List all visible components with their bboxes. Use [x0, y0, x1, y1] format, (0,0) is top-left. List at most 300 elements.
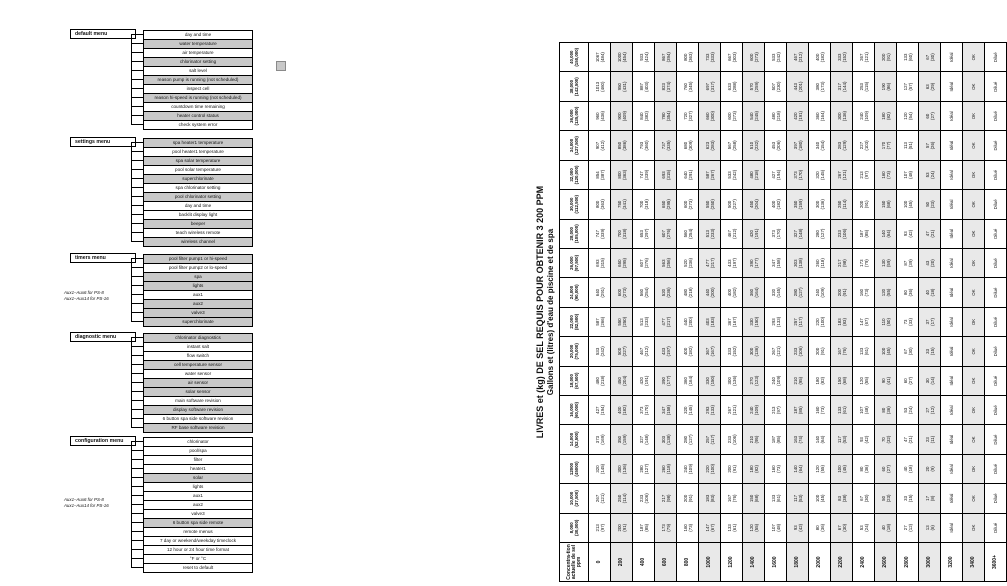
status-cell: Idéal: [941, 395, 963, 424]
status-cell: OK: [963, 248, 985, 277]
pounds-value: 567: [726, 141, 732, 150]
salt-amount-cell: [721, 131, 743, 160]
salt-amount-cell: [743, 101, 765, 130]
salt-amount-cell: [589, 72, 611, 101]
status-cell: Idéal: [941, 278, 963, 307]
kilograms-value: (61): [731, 523, 737, 532]
litres-value: (112,500): [574, 195, 579, 214]
menu-item: spa heater1 temperature: [143, 138, 253, 148]
kilograms-value: (121): [863, 52, 869, 63]
salt-amount-cell: [919, 248, 941, 277]
kilograms-value: (236): [665, 287, 671, 298]
kilograms-value: (460): [599, 81, 605, 92]
pounds-value: 173: [858, 259, 864, 267]
kilograms-value: (273): [753, 52, 759, 63]
salt-amount-cell: [853, 190, 875, 219]
menu-item: heater1: [143, 464, 253, 474]
pounds-value: 17: [924, 495, 930, 501]
pounds-value: 40: [880, 525, 886, 531]
kilograms-value: (250): [709, 199, 715, 210]
salt-amount-cell: [831, 160, 853, 189]
pounds-value: 267: [726, 406, 732, 414]
status-cell: Dilué: [985, 219, 1007, 248]
pounds-value: 33: [924, 348, 930, 354]
salt-amount-cell: [809, 366, 831, 395]
gallons-value: 8,000: [569, 522, 574, 534]
salt-amount-cell: [655, 454, 677, 483]
kilograms-value: (21): [907, 435, 913, 444]
pounds-value: 87: [902, 260, 908, 266]
pounds-value: 367: [726, 318, 732, 326]
menu-branch-line: [131, 178, 143, 179]
pounds-value: 120: [902, 112, 908, 120]
salt-amount-cell: [765, 337, 787, 366]
litres-value: (90,000): [574, 284, 579, 301]
menu-item: chlorinator: [143, 437, 253, 447]
salt-amount-cell: [655, 337, 677, 366]
salt-amount-cell: [721, 101, 743, 130]
salt-amount-cell: [589, 425, 611, 454]
menu-branch-line: [131, 232, 143, 233]
kilograms-value: (27): [929, 112, 935, 121]
pounds-value: 187: [770, 435, 776, 444]
pounds-value: 650: [616, 259, 622, 267]
kilograms-value: (232): [753, 140, 759, 151]
pounds-value: 477: [704, 259, 710, 267]
pounds-value: 400: [616, 406, 622, 414]
menu-item: spa: [143, 272, 253, 282]
pounds-value: 780: [660, 112, 666, 120]
kilograms-value: (233): [709, 228, 715, 239]
pounds-value: 750: [616, 200, 622, 208]
kilograms-value: (291): [599, 287, 605, 298]
menu-branch-line: [131, 409, 143, 410]
ppm-cell: 600: [655, 543, 677, 582]
menu-item: heater control status: [143, 111, 253, 121]
status-cell: Dilué: [985, 425, 1007, 454]
kilograms-value: (267): [709, 169, 715, 181]
salt-table-row: [897, 43, 919, 582]
kilograms-value: (36): [819, 523, 825, 532]
menu-item: solar sensor: [143, 387, 253, 397]
salt-table-row: [655, 43, 677, 582]
salt-amount-cell: [655, 513, 677, 542]
pounds-value: 373: [594, 435, 600, 444]
salt-amount-cell: [831, 425, 853, 454]
kilograms-value: (145): [775, 287, 781, 298]
menu-item: spa chlorinator setting: [143, 183, 253, 193]
litres-value: (97,500): [574, 254, 579, 272]
menu-branch-line: [131, 486, 143, 487]
pounds-value: 440: [704, 288, 710, 297]
kilograms-value: (256): [665, 258, 671, 269]
pounds-value: 70: [880, 437, 886, 443]
menu-connector-line: [131, 142, 132, 241]
salt-table-volume-header: [560, 131, 589, 160]
pounds-value: 747: [594, 230, 600, 238]
pounds-value: 823: [660, 83, 666, 91]
kilograms-value: (121): [841, 169, 847, 181]
salt-amount-cell: [875, 484, 897, 513]
menu-item: RF base software revision: [143, 423, 253, 433]
pounds-value: 220: [814, 318, 820, 326]
pounds-value: 480: [594, 377, 600, 385]
litres-value: (60,000): [574, 402, 579, 419]
menu-item: aux1: [143, 491, 253, 501]
pounds-value: 360: [814, 112, 820, 120]
salt-amount-cell: [809, 425, 831, 454]
salt-table-row: [919, 43, 941, 582]
pounds-value: 83: [836, 495, 842, 501]
kilograms-value: (167): [709, 346, 715, 357]
salt-table-row: [589, 43, 611, 582]
pounds-value: 854: [594, 171, 600, 179]
salt-table-volume-header: [560, 278, 589, 307]
kilograms-value: (97): [599, 523, 605, 532]
salt-amount-cell: [743, 484, 765, 513]
kilograms-value: (91): [731, 465, 737, 473]
kilograms-value: (144): [841, 81, 847, 92]
ppm-cell: 2400: [853, 543, 875, 582]
salt-amount-cell: [677, 43, 699, 73]
ppm-cell: 400: [633, 543, 655, 582]
pounds-value: 140: [880, 230, 886, 238]
salt-amount-cell: [611, 366, 633, 395]
pounds-value: 317: [836, 83, 842, 91]
kilograms-value: (109): [687, 463, 693, 475]
menu-branch-line: [131, 450, 143, 451]
pounds-value: 173: [660, 524, 666, 532]
salt-amount-cell: [853, 101, 875, 130]
kilograms-value: (276): [643, 258, 649, 269]
menu-item: reason pump is running (not scheduled): [143, 75, 253, 85]
salt-amount-cell: [589, 395, 611, 424]
salt-amount-cell: [765, 72, 787, 101]
menu-item: remote menus: [143, 527, 253, 537]
salt-amount-cell: [611, 101, 633, 130]
kilograms-value: (180): [797, 140, 803, 151]
salt-table: [559, 42, 1007, 582]
kilograms-value: (91): [621, 523, 627, 532]
salt-amount-cell: [655, 278, 677, 307]
litres-value: (52,500): [574, 431, 579, 448]
pounds-value: 270: [748, 377, 754, 385]
kilograms-value: (55): [753, 523, 759, 532]
salt-amount-cell: [831, 513, 853, 542]
kilograms-value: (182): [621, 405, 627, 416]
menu-branch-line: [131, 97, 143, 98]
salt-amount-cell: [765, 425, 787, 454]
kilograms-value: (118): [819, 258, 825, 269]
gallons-value: 20,000: [569, 344, 574, 359]
pounds-value: 213: [594, 524, 600, 532]
pounds-value: 697: [704, 83, 710, 91]
pounds-value: 533: [594, 347, 600, 356]
pounds-value: 43: [924, 260, 930, 266]
salt-amount-cell: [677, 72, 699, 101]
menu-group-label: configuration menu: [70, 436, 136, 446]
kilograms-value: (217): [709, 258, 715, 269]
kilograms-value: (158): [775, 258, 781, 269]
kilograms-value: (363): [599, 199, 605, 210]
menu-branch-line: [131, 43, 143, 44]
kilograms-value: (48): [775, 523, 781, 532]
salt-amount-cell: [765, 160, 787, 189]
salt-amount-cell: [633, 101, 655, 130]
pounds-value: 120: [880, 288, 886, 297]
salt-amount-cell: [787, 190, 809, 219]
pounds-value: 53: [924, 172, 930, 178]
salt-table-volume-header: [560, 72, 589, 101]
salt-amount-cell: [655, 43, 677, 73]
kilograms-value: (191): [643, 375, 649, 386]
menu-item: chlorinator diagnostics: [143, 333, 253, 343]
pounds-value: 93: [792, 525, 798, 531]
salt-table-row: [831, 43, 853, 582]
kilograms-value: (54): [907, 112, 913, 121]
salt-amount-cell: [633, 484, 655, 513]
salt-amount-cell: [875, 307, 897, 336]
salt-amount-cell: [655, 131, 677, 160]
salt-table-volume-header: [560, 160, 589, 189]
salt-amount-cell: [875, 43, 897, 73]
salt-amount-cell: [699, 337, 721, 366]
pounds-value: 1067: [594, 52, 600, 63]
salt-amount-cell: [699, 425, 721, 454]
pounds-value: 533: [726, 171, 732, 179]
salt-amount-cell: [809, 395, 831, 424]
kilograms-value: (242): [731, 169, 737, 181]
kilograms-value: (76): [731, 494, 737, 503]
salt-amount-cell: [853, 425, 875, 454]
salt-amount-cell: [677, 160, 699, 189]
menu-branch-line: [131, 391, 143, 392]
kilograms-value: (245): [753, 110, 759, 122]
salt-table-volume-header: [560, 190, 589, 219]
kilograms-value: (64): [819, 435, 825, 444]
kilograms-value: (431): [621, 81, 627, 92]
kilograms-value: (82): [753, 465, 759, 473]
pounds-value: 350: [792, 200, 798, 208]
status-cell: Idéal: [941, 43, 963, 73]
kilograms-value: (68): [885, 200, 891, 209]
salt-amount-cell: [831, 248, 853, 277]
kilograms-value: (24): [863, 523, 869, 532]
menu-item: day and time: [143, 201, 253, 211]
status-cell: Dilué: [985, 101, 1007, 130]
kilograms-value: (121): [775, 346, 781, 357]
salt-table-corner-header: Concentra-tion actuelle de sel ppm: [560, 543, 589, 582]
pounds-value: 320: [682, 406, 688, 414]
salt-amount-cell: [765, 278, 787, 307]
salt-amount-cell: [809, 484, 831, 513]
kilograms-value: (42): [863, 435, 869, 444]
kilograms-value: (318): [621, 228, 627, 239]
kilograms-value: (100): [709, 463, 715, 475]
salt-amount-cell: [853, 366, 875, 395]
pounds-value: 440: [682, 318, 688, 326]
menu-item: check system error: [143, 120, 253, 130]
kilograms-value: (345): [687, 81, 693, 92]
salt-amount-cell: [897, 395, 919, 424]
salt-amount-cell: [677, 190, 699, 219]
kilograms-value: (177): [665, 375, 671, 386]
gallons-value: 18,000: [569, 374, 574, 388]
ppm-cell: 3200: [941, 543, 963, 582]
status-cell: Dilué: [985, 43, 1007, 73]
status-cell: Dilué: [985, 160, 1007, 189]
salt-amount-cell: [809, 278, 831, 307]
salt-amount-cell: [897, 454, 919, 483]
salt-amount-cell: [699, 307, 721, 336]
kilograms-value: (335): [665, 140, 671, 151]
salt-amount-cell: [677, 395, 699, 424]
gallons-value: 36,000: [569, 109, 574, 123]
salt-amount-cell: [875, 190, 897, 219]
pounds-value: 283: [836, 141, 842, 150]
status-cell: Dilué: [985, 484, 1007, 513]
pounds-value: 160: [858, 288, 864, 297]
salt-amount-cell: [721, 337, 743, 366]
salt-amount-cell: [831, 219, 853, 248]
status-cell: OK: [963, 484, 985, 513]
menu-branch-line: [131, 567, 143, 568]
pounds-value: 907: [594, 141, 600, 150]
status-cell: Idéal: [941, 425, 963, 454]
pounds-value: 333: [836, 53, 842, 61]
menu-item: reason hi-speed is running (not scheduled): [143, 93, 253, 103]
salt-amount-cell: [853, 307, 875, 336]
pounds-value: 450: [748, 200, 754, 208]
pounds-value: 200: [682, 494, 688, 503]
kilograms-value: (114): [841, 199, 847, 210]
salt-amount-cell: [589, 43, 611, 73]
kilograms-value: (288): [731, 81, 737, 92]
pounds-value: 653: [638, 230, 644, 238]
salt-amount-cell: [919, 513, 941, 542]
pounds-value: 80: [902, 290, 908, 295]
salt-amount-cell: [633, 43, 655, 73]
menu-branch-line: [131, 106, 143, 107]
pounds-value: 167: [836, 347, 842, 356]
salt-amount-cell: [853, 72, 875, 101]
pounds-value: 403: [704, 318, 710, 326]
salt-amount-cell: [809, 513, 831, 542]
kilograms-value: (254): [643, 287, 649, 298]
pounds-value: 380: [814, 83, 820, 91]
pounds-value: 840: [638, 112, 644, 120]
litres-value: (45000): [574, 461, 579, 477]
menu-branch-line: [131, 441, 143, 442]
salt-table-volume-header: [560, 484, 589, 513]
kilograms-value: (291): [687, 169, 693, 181]
salt-amount-cell: [611, 454, 633, 483]
salt-table-page: [535, 12, 998, 582]
menu-branch-line: [131, 477, 143, 478]
menu-branch-line: [131, 205, 143, 206]
pounds-value: 107: [902, 171, 908, 179]
kilograms-value: (354): [665, 110, 671, 122]
pounds-value: 50: [880, 495, 886, 501]
pounds-value: 73: [902, 319, 908, 325]
pounds-value: 333: [726, 347, 732, 356]
pounds-value: 500: [726, 200, 732, 208]
kilograms-value: (182): [687, 346, 693, 357]
pounds-value: 90: [880, 378, 886, 384]
kilograms-value: (145): [599, 463, 605, 475]
status-cell: Dilué: [985, 72, 1007, 101]
kilograms-value: (12): [929, 406, 935, 415]
pounds-value: 373: [638, 406, 644, 414]
kilograms-value: (33): [907, 318, 913, 326]
pounds-value: 693: [594, 259, 600, 267]
status-cell: OK: [963, 513, 985, 542]
salt-amount-cell: [721, 513, 743, 542]
pounds-value: 513: [638, 318, 644, 326]
kilograms-value: (41): [885, 376, 891, 385]
gallons-value: 26,000: [569, 256, 574, 270]
kilograms-value: (106): [841, 228, 847, 239]
salt-amount-cell: [589, 484, 611, 513]
salt-amount-cell: [633, 72, 655, 101]
kilograms-value: (273): [621, 287, 627, 298]
kilograms-value: (18): [907, 465, 913, 473]
pounds-value: 57: [924, 143, 930, 148]
kilograms-value: (136): [819, 199, 825, 210]
menu-branch-line: [131, 531, 143, 532]
pounds-value: 260: [660, 465, 666, 473]
pounds-value: 350: [616, 435, 622, 444]
pounds-value: 233: [836, 230, 842, 238]
salt-amount-cell: [721, 278, 743, 307]
kilograms-value: (85): [863, 229, 869, 238]
kilograms-value: (61): [863, 347, 869, 356]
pounds-value: 800: [682, 53, 688, 61]
pounds-value: 13: [924, 525, 930, 531]
salt-amount-cell: [655, 484, 677, 513]
kilograms-value: (30): [929, 53, 935, 62]
pounds-value: 660: [704, 112, 710, 120]
kilograms-value: (386): [621, 140, 627, 151]
kilograms-value: (133): [775, 316, 781, 328]
salt-amount-cell: [589, 131, 611, 160]
salt-amount-cell: [611, 160, 633, 189]
menu-branch-line: [131, 400, 143, 401]
salt-amount-cell: [897, 131, 919, 160]
pounds-value: 300: [748, 347, 754, 356]
pounds-value: 60: [902, 378, 908, 384]
pounds-value: 933: [638, 53, 644, 61]
kilograms-value: (309): [687, 140, 693, 151]
salt-amount-cell: [699, 484, 721, 513]
menu-branch-line: [131, 115, 143, 116]
pounds-value: 513: [704, 230, 710, 238]
pounds-value: 420: [638, 377, 644, 385]
salt-table-row: [809, 43, 831, 582]
litres-value: (142,500): [574, 77, 579, 97]
pounds-value: 397: [792, 141, 798, 150]
salt-amount-cell: [831, 72, 853, 101]
pounds-value: 360: [682, 377, 688, 385]
pounds-value: 800: [594, 200, 600, 208]
kilograms-value: (183): [709, 316, 715, 328]
salt-table-body: [589, 43, 1007, 582]
ppm-cell: 2000: [809, 543, 831, 582]
pounds-value: 347: [770, 259, 776, 267]
salt-amount-cell: [677, 278, 699, 307]
pounds-value: 160: [814, 406, 820, 414]
pounds-value: 200: [836, 288, 842, 297]
